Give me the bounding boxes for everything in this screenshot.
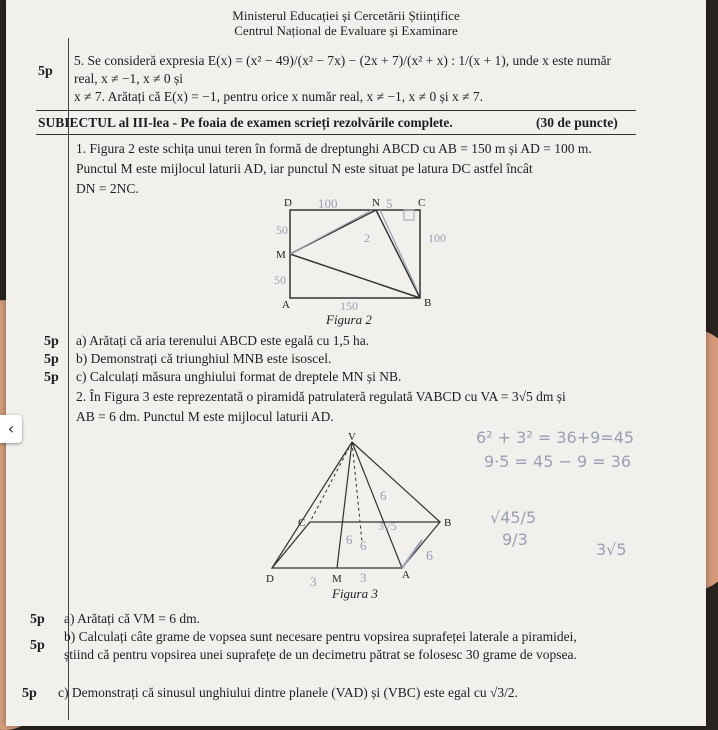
fig3-label-d: D: [266, 573, 274, 585]
figure3-diagram: [262, 430, 462, 590]
p1b-text: b) Demonstrați că triunghiul MNB este isoscel.: [76, 351, 332, 366]
divider-top: [36, 110, 636, 111]
section3-points: (30 de puncte): [536, 115, 618, 130]
problem2-line2: AB = 6 dm. Punctul M este mijlocul laturii AD.: [76, 409, 334, 424]
fig3-hw-6c: 6: [360, 538, 367, 553]
fig3-hw-6d: 6: [426, 549, 433, 564]
p2a-points: 5p: [30, 612, 45, 627]
p2c-points: 5p: [22, 686, 37, 701]
fig3-hw-6a: 6: [380, 488, 387, 503]
exam-paper: [6, 0, 706, 726]
p2b-text-1: b) Calculați câte grame de vopsea sunt necesare pentru vopsirea suprafeței laterale a piramidei,: [64, 629, 577, 644]
fig3-label-a: A: [402, 569, 410, 581]
divider-bottom: [36, 134, 636, 135]
p1a-points: 5p: [44, 334, 59, 349]
handwritten-note-1: 6² + 3² = 36+9=45: [476, 428, 635, 447]
header-line1: Ministerul Educației și Cercetării Științifice: [232, 8, 460, 23]
fig2-hw-50b: 50: [274, 273, 286, 287]
fig2-label-a: A: [282, 299, 290, 311]
problem5-line2: x ≠ 7. Arătați că E(x) = −1, pentru orice x număr real, x ≠ −1, x ≠ 0 și x ≠ 7.: [74, 89, 484, 104]
fig2-hw-2: 2: [364, 231, 370, 245]
figure2-caption: Figura 2: [326, 312, 372, 327]
p1a-text: a) Arătați că aria terenului ABCD este egală cu 1,5 ha.: [76, 333, 370, 348]
figure3-caption: Figura 3: [332, 586, 378, 601]
problem1-line1: 1. Figura 2 este schița unui teren în formă de dreptunghi ABCD cu AB = 150 m și AD = 100 m.: [76, 141, 592, 156]
handwritten-note-4: 9/3: [502, 530, 528, 549]
fig3-label-b: B: [444, 517, 452, 529]
problem1-line3: DN = 2NC.: [76, 181, 139, 196]
fig2-hw-100b: 100: [428, 231, 446, 245]
fig2-label-b: B: [424, 297, 432, 309]
problem1-line2: Punctul M este mijlocul laturii AD, iar punctul N este situat pe latura DC astfel încât: [76, 161, 533, 176]
problem5-points: 5p: [38, 64, 53, 79]
problem5-line1: 5. Se consideră expresia E(x) = (x² − 49)/(x² − 7x) − (2x + 7)/(x² + x) : 1/(x + 1), unde x este număr real, x ≠ −1, x ≠ 0 și: [74, 53, 612, 86]
fig3-label-m: M: [332, 573, 342, 585]
header-line2: Centrul Național de Evaluare și Examinare: [234, 23, 458, 38]
fig3-label-c: C: [298, 517, 306, 529]
handwritten-note-3: √45/5: [490, 508, 537, 527]
fig2-hw-5: 5: [386, 196, 393, 211]
fig3-label-v: V: [348, 431, 356, 443]
p2b-points: 5p: [30, 638, 45, 653]
p1c-points: 5p: [44, 370, 59, 385]
fig2-hw-50a: 50: [276, 223, 288, 237]
fig3-hw-3r5: 3√5: [378, 519, 397, 533]
fig3-hw-6b: 6: [346, 532, 353, 547]
p2b-text-2: știind că pentru vopsirea unei suprafețe de un decimetru pătrat se folosesc 30 grame de vopsea.: [64, 647, 577, 662]
fig2-hw-150: 150: [340, 299, 358, 313]
figure2-diagram: [268, 192, 458, 332]
problem2-line1: 2. În Figura 3 este reprezentată o piramidă patrulateră regulată VABCD cu VA = 3√5 dm și: [76, 389, 566, 404]
fig3-hw-3b: 3: [360, 570, 367, 585]
section3-title: SUBIECTUL al III-lea - Pe foaia de examen scrieți rezolvările complete.: [38, 115, 453, 130]
p2c-text: c) Demonstrați că sinusul unghiului dintre planele (VAD) și (VBC) este egal cu √3/2.: [58, 685, 519, 700]
previous-arrow-icon[interactable]: ‹: [0, 415, 22, 443]
fig2-label-d: D: [284, 197, 292, 209]
fig3-hw-3a: 3: [310, 574, 317, 589]
fig2-label-m: M: [276, 249, 286, 261]
p1c-text: c) Calculați măsura unghiului format de dreptele MN și NB.: [76, 369, 402, 384]
handwritten-note-5: 3√5: [596, 540, 627, 559]
p2a-text: a) Arătați că VM = 6 dm.: [64, 611, 200, 626]
fig2-hw-100: 100: [318, 196, 338, 211]
fig2-label-n: N: [372, 197, 380, 209]
handwritten-note-2: 9·5 = 45 − 9 = 36: [484, 452, 632, 471]
fig2-label-c: C: [418, 197, 426, 209]
p1b-points: 5p: [44, 352, 59, 367]
